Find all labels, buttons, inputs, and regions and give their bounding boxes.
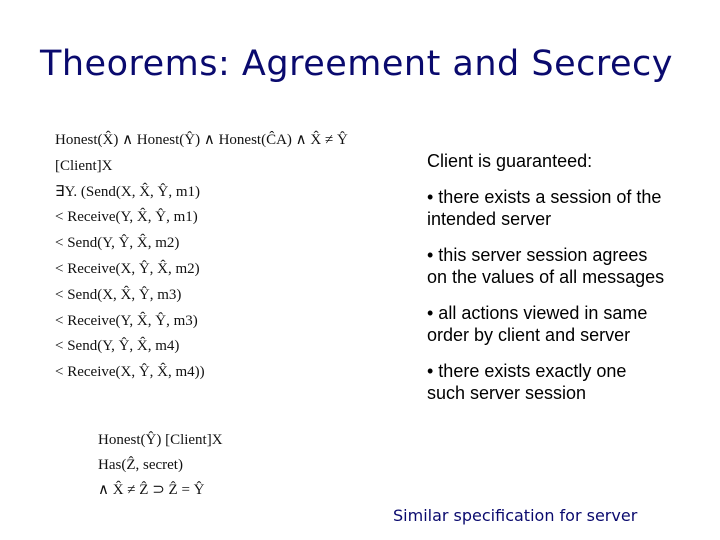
formula-line: Honest(X̂) ∧ Honest(Ŷ) ∧ Honest(ĈA) ∧ X̂ ≠ Ŷ	[55, 132, 348, 148]
formula-line: < Send(Y, Ŷ, X̂, m2)	[55, 235, 180, 252]
notes-bullet: • all actions viewed in same order by client and server	[427, 303, 648, 345]
formula-line: ∧ X̂ ≠ Ẑ ⊃ Ẑ = Ŷ	[98, 482, 205, 498]
notes-bullet: • there exists a session of the intended server	[427, 187, 662, 229]
notes-heading: Client is guaranteed:	[427, 151, 593, 171]
formula-line: < Receive(X, Ŷ, X̂, m2)	[55, 260, 200, 277]
notes-bullet: • this server session agrees on the values of all messages	[427, 245, 665, 287]
slide-title: Theorems: Agreement and Secrecy	[40, 44, 673, 84]
formula-line: < Send(Y, Ŷ, X̂, m4)	[55, 338, 180, 355]
formula-line: < Send(X, X̂, Ŷ, m3)	[55, 286, 182, 303]
formula-line: < Receive(Y, X̂, Ŷ, m3)	[55, 312, 198, 329]
formula-line: < Receive(Y, X̂, Ŷ, m1)	[55, 209, 198, 226]
formula-line: [Client]X	[55, 157, 113, 174]
guarantee-notes	[427, 150, 667, 418]
notes-bullet: • there exists exactly one such server session	[427, 361, 627, 403]
formula-line: ∃Y. (Send(X, X̂, Ŷ, m1)	[55, 183, 201, 200]
secrecy-formula	[98, 428, 338, 503]
formula-line: Has(Ẑ, secret)	[98, 457, 183, 473]
formula-line: Honest(Ŷ) [Client]X	[98, 432, 223, 448]
formula-line: < Receive(X, Ŷ, X̂, m4))	[55, 364, 205, 381]
footer-note: Similar specification for server	[393, 506, 638, 525]
client-agreement-formula	[55, 128, 385, 386]
